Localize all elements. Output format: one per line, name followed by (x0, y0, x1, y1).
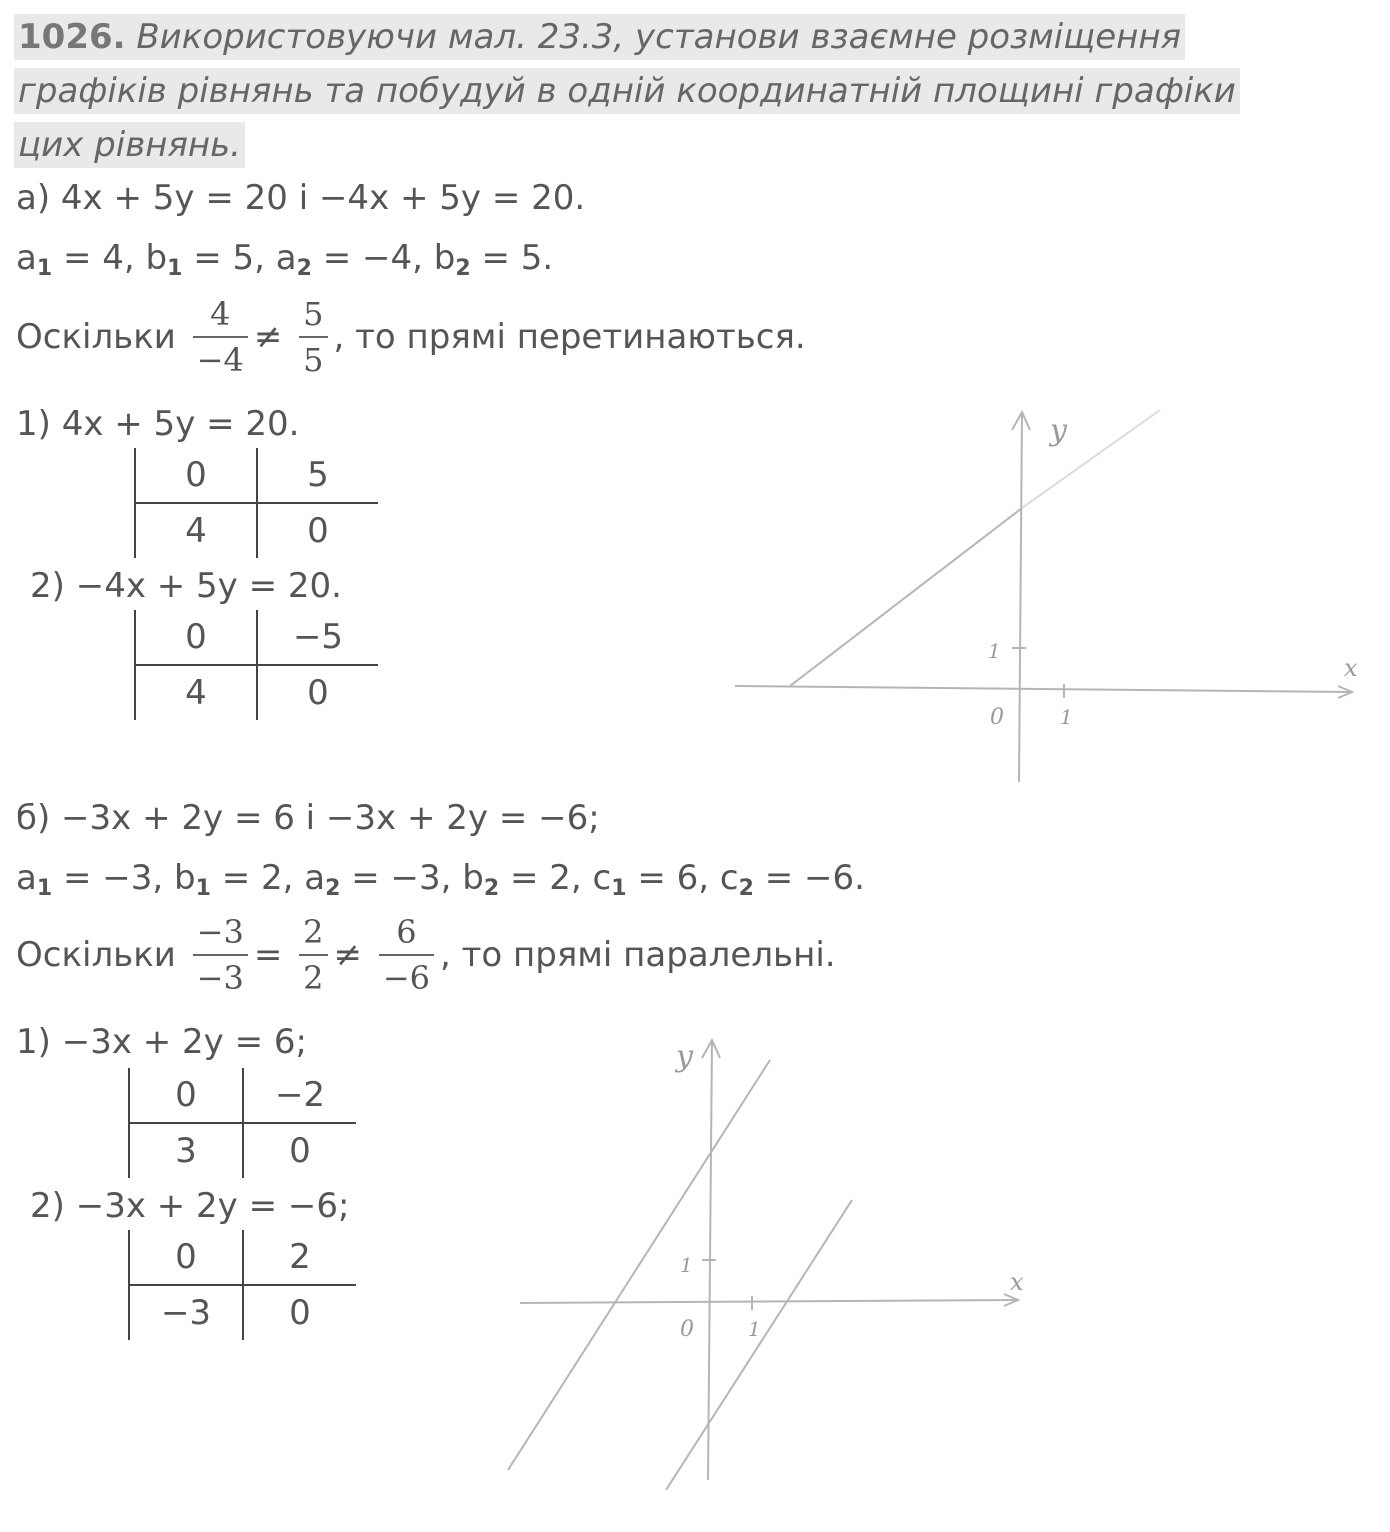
graph-a-x-axis (735, 686, 1352, 692)
graph-b-y-label: y (676, 1039, 693, 1074)
relation-sign: ≠ (333, 935, 362, 975)
conclusion-suffix: , то прямі перетинаються. (333, 317, 806, 357)
graph-a-y-axis (1019, 412, 1022, 782)
graph-b-line-1 (508, 1060, 770, 1470)
part-b-equation-2: 2) −3x + 2y = −6; (30, 1186, 350, 1226)
table-cell: 0 (289, 1131, 311, 1171)
coef-b2-val: = 2, (499, 858, 593, 898)
coef-b1-val: = 2, (210, 858, 305, 898)
graph-a (735, 410, 1352, 782)
coef-a2-sub: 2 (296, 256, 312, 281)
part-a-equation-1: 1) 4x + 5y = 20. (16, 404, 300, 444)
fraction-numerator: 2 (299, 912, 327, 956)
coef-a2-val: = −4, (311, 238, 434, 278)
coef-a2: a (275, 238, 297, 278)
graph-a-origin: 0 (990, 705, 1004, 730)
fraction-numerator: 5 (299, 294, 327, 338)
coef-c1: c (592, 858, 612, 898)
table-cell: 2 (243, 1230, 356, 1285)
statement-line-1: Використовуючи мал. 23.3, установи взаємне розміщення (136, 17, 1182, 57)
table-cell: 0 (307, 673, 329, 713)
coef-c2-sub: 2 (738, 876, 754, 901)
coef-c1-val: = 6, (626, 858, 720, 898)
coef-c1-sub: 1 (611, 876, 627, 901)
fraction-numerator: 6 (379, 912, 434, 956)
relation-sign: ≠ (253, 317, 283, 357)
table-cell: 0 (289, 1293, 311, 1333)
coef-b1-sub: 1 (167, 256, 183, 281)
coef-a1: a (16, 858, 37, 898)
graph-a-one-x: 1 (1060, 705, 1073, 729)
fraction-denominator: 2 (303, 959, 324, 997)
graph-a-one-y: 1 (988, 639, 1001, 663)
coef-a2: a (304, 858, 326, 898)
statement-line-2: графіків рівнянь та побудуй в одній координатній площині графіки (18, 71, 1236, 111)
coef-a1-val: = 4, (52, 238, 146, 278)
part-a-equation-2: 2) −4x + 5y = 20. (30, 566, 342, 606)
coef-b2-sub: 2 (455, 256, 471, 281)
conclusion-suffix: , то прямі паралельні. (439, 935, 836, 975)
graph-b (508, 1040, 1018, 1490)
fraction-denominator: −4 (196, 341, 244, 379)
coef-a1-sub: 1 (36, 876, 53, 901)
problem-number: 1026. (18, 17, 126, 57)
conclusion-prefix: Оскільки (16, 317, 176, 357)
coef-b2-sub: 2 (483, 876, 500, 901)
coef-a1: a (16, 238, 37, 278)
table-cell: −2 (243, 1068, 356, 1123)
table-cell: −3 (129, 1285, 243, 1340)
conclusion-prefix: Оскільки (16, 935, 176, 975)
relation-sign: = (253, 935, 283, 975)
fraction-denominator: −6 (382, 959, 430, 997)
graph-a-y-label: y (1050, 413, 1067, 448)
coef-b1-val: = 5, (182, 238, 276, 278)
coef-c2: c (719, 858, 739, 898)
graph-b-x-label: x (1010, 1268, 1024, 1296)
coef-a1-sub: 1 (36, 256, 53, 281)
coef-b1: b (145, 238, 168, 278)
coef-a2-sub: 2 (325, 876, 341, 901)
fraction-numerator: −3 (193, 912, 248, 956)
table-cell: 0 (135, 448, 257, 503)
coef-b2-val: = 5. (470, 238, 554, 278)
graph-b-origin: 0 (680, 1317, 694, 1342)
coef-c2-val: = −6. (753, 858, 865, 898)
fraction-denominator: −3 (196, 959, 244, 997)
graph-a-x-label: x (1344, 654, 1358, 682)
coef-a1-val: = −3, (52, 858, 174, 898)
table-cell: 0 (129, 1230, 243, 1285)
graph-b-one-x: 1 (748, 1317, 761, 1341)
fraction-denominator: 5 (303, 341, 324, 379)
table-cell: 4 (135, 503, 257, 558)
coef-b2: b (462, 858, 484, 898)
coef-b1-sub: 1 (195, 876, 211, 901)
coef-a2-val: = −3, (340, 858, 463, 898)
graph-b-x-axis (520, 1300, 1018, 1303)
statement-line-3: цих рівнянь. (18, 125, 241, 165)
graph-a-line-2 (1022, 410, 1160, 508)
table-cell: −5 (257, 610, 378, 665)
part-b-equation-1: 1) −3x + 2y = 6; (16, 1022, 307, 1062)
table-cell: 0 (307, 511, 329, 551)
graph-b-line-2 (666, 1200, 852, 1490)
part-b-header: б) −3x + 2y = 6 і −3x + 2y = −6; (16, 798, 600, 838)
fraction-numerator: 4 (193, 294, 248, 338)
table-cell: 5 (257, 448, 378, 503)
table-cell: 0 (129, 1068, 243, 1123)
table-cell: 3 (129, 1123, 243, 1178)
table-cell: 4 (135, 665, 257, 720)
graph-b-one-y: 1 (680, 1253, 693, 1277)
coef-b1: b (174, 858, 196, 898)
coef-b2: b (433, 238, 456, 278)
table-cell: 0 (135, 610, 257, 665)
part-a-header: а) 4x + 5y = 20 і −4x + 5y = 20. (16, 178, 586, 218)
